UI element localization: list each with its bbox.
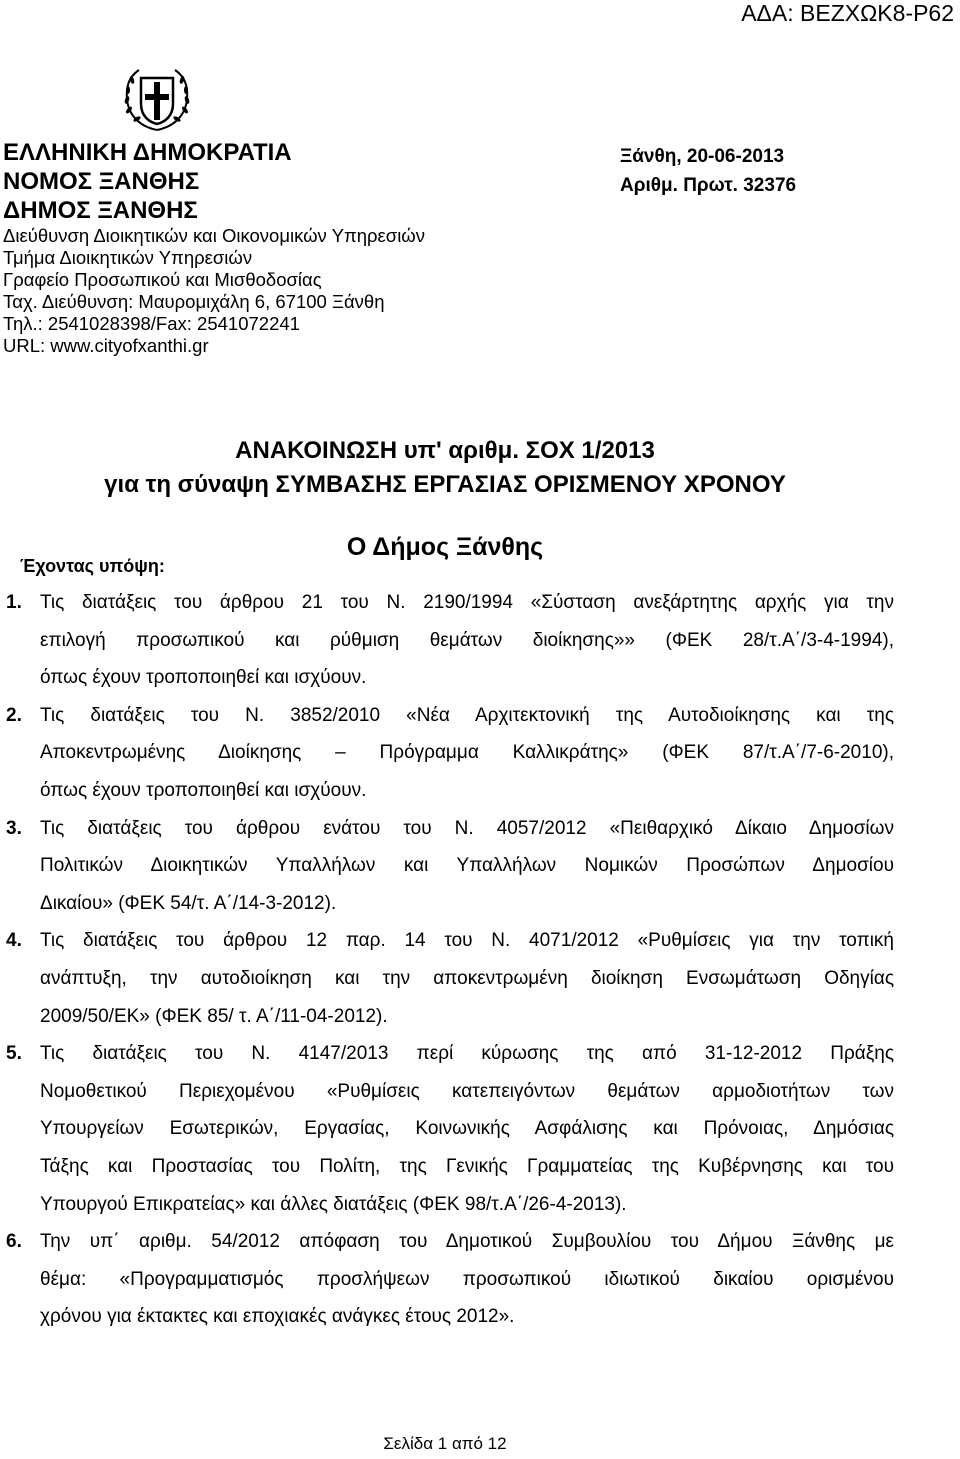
list-item (6, 584, 894, 697)
issuer-prefecture: ΝΟΜΟΣ ΞΑΝΘΗΣ (3, 168, 200, 195)
text-line: Τις διατάξεις του άρθρου 12 παρ. 14 του Ν. 4071/2012 «Ρυθμίσεις για την τοπική (40, 930, 894, 952)
notice-subtitle: για τη σύναψη ΣΥΜΒΑΣΗΣ ΕΡΓΑΣΙΑΣ ΟΡΙΣΜΕΝΟΥ ΧΡΟΝΟΥ (104, 471, 786, 498)
issuer-department: Τμήμα Διοικητικών Υπηρεσιών (3, 247, 253, 268)
issuer-office: Γραφείο Προσωπικού και Μισθοδοσίας (3, 269, 322, 290)
text-line: Υπουργού Επικρατείας» και άλλες διατάξεις (ΦΕΚ 98/τ.Α΄/26-4-2013). (40, 1193, 627, 1215)
list-item (6, 697, 894, 810)
text-line: Την υπ΄ αριθμ. 54/2012 απόφαση του Δημοτικού Συμβουλίου του Δήμου Ξάνθης με (40, 1231, 894, 1253)
text-line: Δικαίου» (ΦΕΚ 54/τ. Α΄/14-3-2012). (40, 892, 337, 914)
page-number: Σελίδα 1 από 12 (383, 1434, 507, 1453)
list-item-number: 6. (6, 1231, 22, 1253)
text-line: Τάξης και Προστασίας του Πολίτη, της Γενικής Γραμματείας της Κυβέρνησης και του (40, 1155, 894, 1177)
list-item-number: 1. (6, 592, 22, 613)
list-item-number: 4. (6, 930, 22, 952)
text-line: Αποκεντρωμένης Διοίκησης – Πρόγραμμα Καλλικράτης» (ΦΕΚ 87/τ.Α΄/7-6-2010), (40, 742, 894, 764)
text-line: Πολιτικών Διοικητικών Υπαλλήλων και Υπαλλήλων Νομικών Προσώπων Δημοσίου (40, 855, 894, 877)
issuer-address: Ταχ. Διεύθυνση: Μαυρομιχάλη 6, 67100 Ξάνθη (3, 291, 385, 312)
issuer-phone-fax: Τηλ.: 2541028398/Fax: 2541072241 (3, 313, 300, 334)
list-item (6, 810, 894, 923)
considering-label: Έχοντας υπόψη: (20, 556, 165, 576)
list-item (6, 922, 894, 1035)
text-line: χρόνου για έκτακτες και εποχιακές ανάγκες έτους 2012». (40, 1306, 515, 1328)
issuer-url: URL: www.cityofxanthi.gr (3, 335, 209, 356)
authority-heading: Ο Δήμος Ξάνθης (346, 533, 544, 561)
text-line: θέμα: «Προγραμματισμός προσλήψεων προσωπικού ιδιωτικού δικαίου ορισμένου (40, 1268, 894, 1290)
text-line: Τις διατάξεις του Ν. 4147/2013 περί κύρωσης της από 31-12-2012 Πράξης (40, 1043, 894, 1065)
text-line: ανάπτυξη, την αυτοδιοίκηση και την αποκεντρωμένη διοίκηση Ενσωμάτωση Οδηγίας (40, 967, 894, 989)
list-item-number: 3. (6, 817, 22, 839)
ada-code: ΑΔΑ: ΒΕΖΧΩΚ8-Ρ62 (741, 0, 954, 26)
issuer-directorate: Διεύθυνση Διοικητικών και Οικονομικών Υπηρεσιών (3, 225, 425, 246)
text-line: όπως έχουν τροποποιηθεί και ισχύουν. (40, 779, 367, 801)
list-item-text (40, 697, 894, 810)
considerations-list (6, 584, 894, 1336)
document-date: Ξάνθη, 20-06-2013 (620, 146, 785, 167)
issuer-block (3, 138, 563, 357)
list-item-number: 2. (6, 704, 22, 726)
list-item (6, 1223, 894, 1336)
issuer-municipality: ΔΗΜΟΣ ΞΑΝΘΗΣ (3, 197, 198, 224)
protocol-number: Αριθμ. Πρωτ. 32376 (620, 175, 797, 196)
date-block (620, 142, 796, 200)
text-line: Τις διατάξεις του άρθρου ενάτου του Ν. 4057/2012 «Πειθαρχικό Δίκαιο Δημοσίων (40, 817, 894, 839)
list-item-text (40, 584, 894, 697)
text-line: όπως έχουν τροποποιηθεί και ισχύουν. (40, 667, 367, 689)
list-item (6, 1035, 894, 1223)
list-item-number: 5. (6, 1043, 22, 1065)
list-item-text (40, 810, 894, 923)
list-item-text (40, 1035, 894, 1223)
list-item-text (40, 1223, 894, 1336)
text-line: Τις διατάξεις του Ν. 3852/2010 «Νέα Αρχιτεκτονική της Αυτοδιοίκησης και της (40, 704, 894, 726)
text-line: 2009/50/ΕΚ» (ΦΕΚ 85/ τ. Α΄/11-04-2012). (40, 1005, 388, 1027)
text-line: επιλογή προσωπικού και ρύθμιση θεμάτων διοίκησης»» (ΦΕΚ 28/τ.Α΄/3-4-1994), (40, 629, 894, 651)
text-line: Τις διατάξεις του άρθρου 21 του Ν. 2190/1994 «Σύσταση ανεξάρτητης αρχής για την (40, 592, 894, 613)
text-line: Νομοθετικού Περιεχομένου «Ρυθμίσεις κατεπειγόντων θεμάτων αρμοδιοτήτων των (40, 1080, 894, 1102)
issuer-country: ΕΛΛΗΝΙΚΗ ΔΗΜΟΚΡΑΤΙΑ (3, 139, 292, 166)
text-line: Υπουργείων Εσωτερικών, Εργασίας, Κοινωνικής Ασφάλισης και Πρόνοιας, Δημόσιας (40, 1118, 894, 1140)
list-item-text (40, 922, 894, 1035)
notice-title: ΑΝΑΚΟΙΝΩΣΗ υπ' αριθμ. ΣΟΧ 1/2013 (235, 437, 655, 464)
greek-coat-of-arms-emblem (119, 66, 195, 134)
